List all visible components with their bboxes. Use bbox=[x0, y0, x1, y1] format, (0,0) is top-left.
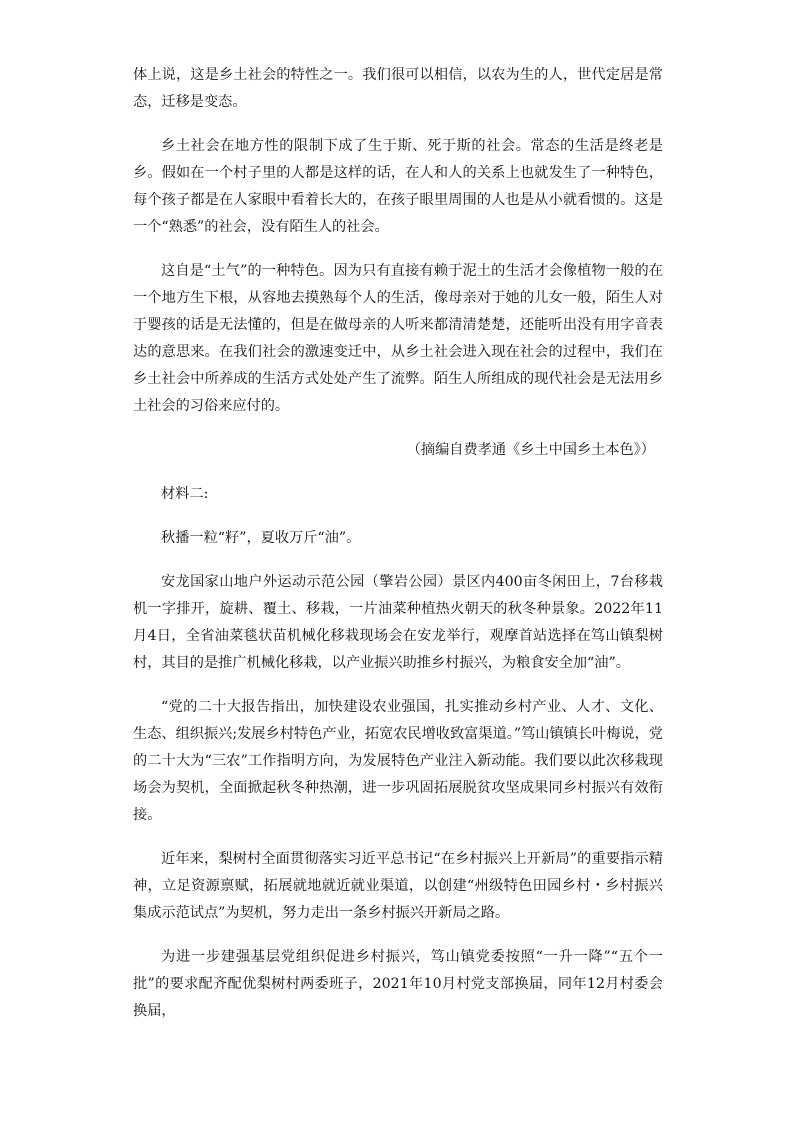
source-citation: （摘编自费孝通《乡土中国乡土本色》） bbox=[406, 442, 655, 458]
paragraph-3: 这自是“土气”的一种特色。因为只有直接有赖于泥土的生活才会像植物一般的在一个地方生下根，从容地去摸熟每个人的生活，像母亲对于她的儿女一般，陌生人对于婴孩的话是无法懂的，但是在做母亲的人听来都清清楚楚，还能听出没有用字音表达的意思来。在我们社会的激速变迁中，从乡土社会进入现在社会的过程中，我们在乡土社会中所养成的生活方式处处产生了流弊。陌生人所组成的现代社会是无法用乡土社会的习俗来应付的。 bbox=[133, 263, 663, 414]
paragraph-4: 秋播一粒“籽”，夏收万斤“油”。 bbox=[161, 530, 361, 546]
document-page bbox=[133, 62, 663, 1025]
paragraph-7: 近年来，梨树村全面贯彻落实习近平总书记“在乡村振兴上开新局”的重要指示精神，立足资源禀赋，拓展就地就近就业渠道，以创建“州级特色田园乡村・乡村振兴集成示范试点”为契机，努力走出一条乡村振兴开新局之路。 bbox=[133, 851, 663, 921]
paragraph-6: “党的二十大报告指出，加快建设农业强国，扎实推动乡村产业、人才、文化、生态、组织振兴;发展乡村特色产业，拓宽农民增收致富渠道。”笃山镇镇长叶梅说，党的二十大为“三农”工作指明方向，为发展特色产业注入新动能。我们要以此次移栽现场会为契机，全面掀起秋冬种热潮，进一步巩固拓展脱贫攻坚成果同乡村振兴有效衔接。 bbox=[133, 699, 663, 823]
material-label: 材料二: bbox=[161, 486, 209, 502]
paragraph-5: 安龙国家山地户外运动示范公园（擎岩公园）景区内400亩冬闲田上，7台移栽机一字排开，旋耕、覆土、移栽，一片油菜种植热火朝天的秋冬种景象。2022年11月4日，全省油菜毯状苗机械化移栽现场会在安龙举行，观摩首站选择在笃山镇梨树村，其目的是推广机械化移栽，以产业振兴助推乡村振兴，为粮食安全加“油”。 bbox=[133, 574, 663, 671]
paragraph-8: 为进一步建强基层党组织促进乡村振兴，笃山镇党委按照“一升一降”“五个一批”的要求配齐配优梨树村两委班子，2021年10月村党支部换届，同年12月村委会换届， bbox=[133, 949, 663, 1019]
paragraph-2: 乡土社会在地方性的限制下成了生于斯、死于斯的社会。常态的生活是终老是乡。假如在一个村子里的人都是这样的话，在人和人的关系上也就发生了一种特色，每个孩子都是在人家眼中看着长大的，在孩子眼里周围的人也是从小就看惯的。这是一个“熟悉”的社会，没有陌生人的社会。 bbox=[133, 138, 663, 235]
paragraph-1: 体上说，这是乡土社会的特性之一。我们很可以相信，以农为生的人，世代定居是常态，迁移是变态。 bbox=[133, 67, 663, 110]
